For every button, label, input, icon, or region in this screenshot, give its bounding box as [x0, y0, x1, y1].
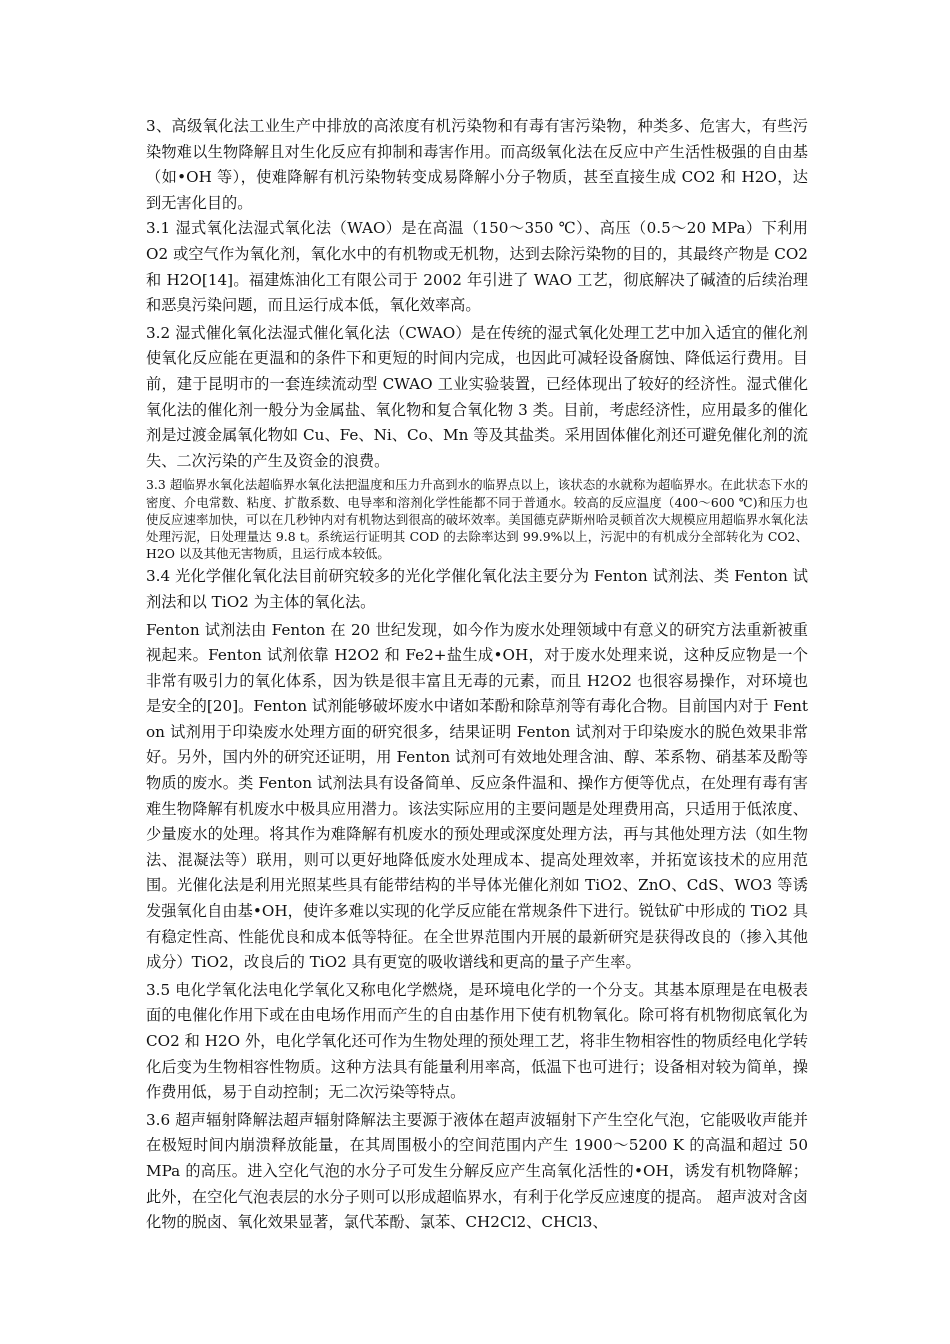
paragraph-fenton-reagent: Fenton 试剂法由 Fenton 在 20 世纪发现，如今作为废水处理领域中有意义的研究方法重新被重视起来。Fenton 试剂依靠 H2O2 和 Fe2+盐生成•OH，对于废水处理来说，这种反应物是一个非常有吸引力的氧化体系，因为铁是很丰富且无毒的元素，而且 H2O2 也很容易操作，对环境也是安全的[20]。Fenton 试剂能够破坏废水中诸如苯酚和除草剂等有毒化合物。目前国内对于 Fenton 试剂用于印染废水处理方面的研究很多，结果证明 Fenton 试剂对于印染废水的脱色效果非常好。另外，国内外的研究还证明，用 Fenton 试剂可有效地处理含油、醇、苯系物、硝基苯及酚等物质的废水。类 Fenton 试剂法具有设备简单、反应条件温和、操作方便等优点，在处理有毒有害难生物降解有机废水中极具应用潜力。该法实际应用的主要问题是处理费用高，只适用于低浓度、少量废水的处理。将其作为难降解有机废水的预处理或深度处理方法，再与其他处理方法（如生物法、混凝法等）联用，则可以更好地降低废水处理成本、提高处理效率，并拓宽该技术的应用范围。光催化法是利用光照某些具有能带结构的半导体光催化剂如 TiO2、ZnO、CdS、WO3 等诱发强氧化自由基•OH，使许多难以实现的化学反应能在常规条件下进行。锐钛矿中形成的 TiO2 具有稳定性高、性能优良和成本低等特征。在全世界范围内开展的最新研究是获得改良的（掺入其他成分）TiO2，改良后的 TiO2 具有更宽的吸收谱线和更高的量子产生率。 [146, 620, 808, 972]
paragraph-electrochemical-oxidation: 3.5 电化学氧化法电化学氧化又称电化学燃烧，是环境电化学的一个分支。其基本原理是在电极表面的电催化作用下或在由电场作用而产生的自由基作用下使有机物氧化。除可将有机物彻底氧化为 CO2 和 H2O 外，电化学氧化还可作为生物处理的预处理工艺，将非生物相容性的物质经电化学转化后变为生物相容性物质。这种方法具有能量利用率高，低温下也可进行；设备相对较为简单，操作费用低，易于自动控制；无二次污染等特点。 [146, 980, 808, 1102]
paragraph-photochemical-catalytic-oxidation: 3.4 光化学催化氧化法目前研究较多的光化学催化氧化法主要分为 Fenton 试剂法、类 Fenton 试剂法和以 TiO2 为主体的氧化法。 [146, 567, 808, 611]
document-page [146, 114, 808, 1238]
paragraph-ultrasonic-degradation: 3.6 超声辐射降解法超声辐射降解法主要源于液体在超声波辐射下产生空化气泡，它能吸收声能并在极短时间内崩溃释放能量，在其周围极小的空间范围内产生 1900～5200 K 的高温和超过 50 MPa 的高压。进入空化气泡的水分子可发生分解反应产生高氧化活性的•OH，诱发有机物降解；此外，在空化气泡表层的水分子则可以形成超临界水，有利于化学反应速度的提高。 超声波对含卤化物的脱卤、氧化效果显著，氯代苯酚、氯苯、CH2Cl2、CHCl3、 [146, 1110, 808, 1232]
paragraph-supercritical-water-oxidation: 3.3 超临界水氧化法超临界水氧化法把温度和压力升高到水的临界点以上，该状态的水就称为超临界水。在此状态下水的密度、介电常数、粘度、扩散系数、电导率和溶剂化学性能都不同于普通水。较高的反应温度（400～600 ℃)和压力也使反应速率加快，可以在几秒钟内对有机物达到很高的破坏效率。美国德克萨斯州哈灵顿首次大规模应用超临界水氧化法处理污泥，日处理量达 9.8 t。系统运行证明其 COD 的去除率达到 99.9%以上，污泥中的有机成分全部转化为 CO2、H2O 以及其他无害物质，且运行成本较低。 [146, 477, 808, 562]
paragraph-advanced-oxidation-intro: 3、高级氧化法工业生产中排放的高浓度有机污染物和有毒有害污染物，种类多、危害大，有些污染物难以生物降解且对生化反应有抑制和毒害作用。而高级氧化法在反应中产生活性极强的自由基（如•OH 等），使难降解有机污染物转变成易降解小分子物质，甚至直接生成 CO2 和 H2O，达到无害化目的。 [146, 117, 808, 212]
paragraph-catalytic-wet-air-oxidation: 3.2 湿式催化氧化法湿式催化氧化法（CWAO）是在传统的湿式氧化处理工艺中加入适宜的催化剂使氧化反应能在更温和的条件下和更短的时间内完成，也因此可减轻设备腐蚀、降低运行费用。目前，建于昆明市的一套连续流动型 CWAO 工业实验装置，已经体现出了较好的经济性。湿式催化氧化法的催化剂一般分为金属盐、氧化物和复合氧化物 3 类。目前，考虑经济性，应用最多的催化剂是过渡金属氧化物如 Cu、Fe、Ni、Co、Mn 等及其盐类。采用固体催化剂还可避免催化剂的流失、二次污染的产生及资金的浪费。 [146, 323, 808, 470]
paragraph-wet-air-oxidation: 3.1 湿式氧化法湿式氧化法（WAO）是在高温（150～350 ℃）、高压（0.5～20 MPa）下利用 O2 或空气作为氧化剂，氧化水中的有机物或无机物，达到去除污染物的目的，其最终产物是 CO2 和 H2O[14]。福建炼油化工有限公司于 2002 年引进了 WAO 工艺，彻底解决了碱渣的后续治理和恶臭污染问题，而且运行成本低，氧化效率高。 [146, 219, 808, 315]
